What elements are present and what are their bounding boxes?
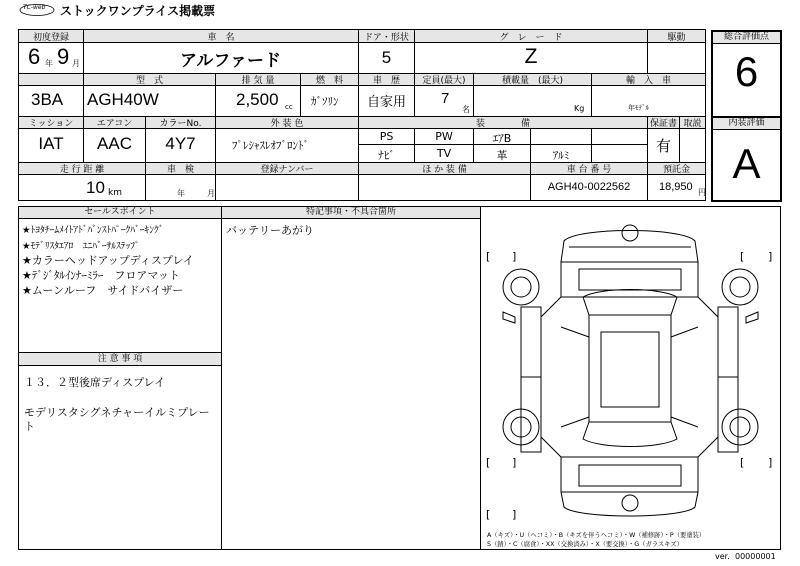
label-registration-number: 登録ナンバー	[260, 165, 314, 174]
equip-ps: PS	[379, 130, 394, 143]
sales-point-4: ★ﾃﾞｼﾞﾀﾙｲﾝﾅｰﾐﾗｰ フロアマット	[22, 269, 180, 282]
special-notes-text: バッテリーあがり	[226, 224, 314, 237]
sales-point-3: ★カラーヘッドアップディスプレイ	[22, 254, 194, 267]
load-unit: Kg	[574, 104, 585, 113]
note-line-3: モデリスタシグネチャーイルミプレー	[24, 406, 210, 419]
bracket-bottom-open: [	[486, 508, 491, 521]
logo-text: TC-web	[23, 4, 46, 11]
inspection-month-unit: 月	[207, 189, 215, 198]
grade-value: Z	[524, 45, 538, 68]
reg-day-value: 9	[57, 44, 70, 69]
notes-label: 注 意 事 項	[19, 353, 221, 365]
bracket-rear-left-open: [	[486, 456, 491, 469]
doors-value: 5	[381, 48, 392, 67]
displacement-value: 2,500	[236, 90, 279, 109]
aircon-value: AAC	[97, 134, 132, 153]
bracket-rear-right-close: ]	[768, 456, 773, 469]
model-prefix-value: 3BA	[31, 90, 64, 109]
bracket-front-right-close: ]	[768, 250, 773, 263]
displacement-unit: cc	[285, 103, 293, 111]
mileage-unit: km	[108, 188, 122, 198]
label-color-no: カラーNo.	[159, 119, 202, 128]
capacity-unit: 名	[462, 105, 470, 114]
logo	[18, 2, 56, 16]
reg-month-unit: 月	[72, 59, 80, 68]
note-line-1: １３．２型後席ディスプレイ	[24, 376, 166, 389]
sales-point-2: ★ﾓﾃﾞﾘｽﾀｴｱﾛ ﾕﾆﾊﾞｰｻﾙｽﾃｯﾌﾟ	[22, 241, 140, 252]
car-name-value: アルファード	[180, 51, 281, 71]
model-value: AGH40W	[87, 90, 159, 109]
deposit-unit: 円	[698, 188, 706, 197]
version-number: 00000001	[735, 552, 776, 561]
overall-rating-value: 6	[734, 48, 759, 95]
label-history: 車 歴	[372, 76, 400, 85]
deposit-value: 18,950	[659, 181, 693, 193]
label-chassis-number: 車 台 番 号	[566, 165, 612, 174]
mileage-value: 10	[86, 178, 105, 197]
bracket-front-left-open: [	[486, 250, 491, 263]
label-fuel: 燃 料	[315, 76, 343, 85]
reg-month-value: 6	[28, 44, 41, 69]
warranty-value: 有	[655, 137, 671, 155]
label-displacement: 排 気 量	[241, 76, 275, 85]
label-model: 型 式	[135, 76, 163, 85]
bracket-front-right-open: [	[740, 250, 745, 263]
equip-leather: 革	[496, 149, 508, 162]
history-value: 自家用	[366, 95, 406, 110]
label-mission: ミッション	[28, 119, 74, 128]
label-deposit: 預託金	[662, 165, 690, 174]
sales-point-1: ★ﾄﾖﾀﾁｰﾑﾒｲﾄｱﾄﾞﾊﾞﾝｽﾄﾊﾟｰｸﾊﾞｰｷﾝｸﾞ	[22, 225, 164, 236]
overall-rating-label: 総合評価点	[713, 32, 780, 43]
label-warranty: 保証書	[649, 119, 677, 128]
page-title: ストックワンプライス掲載票	[60, 4, 216, 18]
label-drive: 駆動	[667, 33, 686, 42]
color-no-value: 4Y7	[165, 134, 196, 153]
special-notes-label: 特記事項・不具合箇所	[222, 207, 480, 218]
label-inspection: 車 検	[166, 165, 194, 174]
color-name-value: ﾌﾟﾚｼｬｽﾚｵﾌﾞﾛﾝﾄﾞ	[232, 139, 309, 152]
label-grade: グ レ ー ド	[499, 33, 563, 42]
label-car-name: 車 名	[207, 33, 235, 42]
equip-navi: ﾅﾋﾞ	[378, 149, 395, 162]
interior-rating-value: A	[732, 140, 761, 187]
capacity-value: 7	[441, 90, 450, 107]
bracket-bottom-close: ]	[512, 508, 517, 521]
equip-alloy: ｱﾙﾐ	[552, 149, 570, 162]
fuel-value: ｶﾞｿﾘﾝ	[311, 95, 339, 108]
label-import: 輸 入 車	[625, 76, 671, 85]
mission-value: IAT	[38, 134, 64, 153]
label-aircon: エアコン	[96, 119, 133, 128]
car-damage-diagram	[481, 207, 780, 527]
version-label: ver.	[715, 552, 730, 561]
label-first-registration: 初度登録	[32, 33, 69, 42]
bracket-rear-right-open: [	[740, 456, 745, 469]
label-manual: 取説	[683, 119, 702, 128]
equip-tv: TV	[436, 147, 452, 160]
label-equipment: 装 備	[475, 119, 530, 128]
damage-legend-line-1: A（キズ）・U（ヘコミ）・B（キズを伴うヘコミ）・W（補修跡）・P（要塗装）	[487, 532, 706, 539]
inspection-year-unit: 年	[177, 189, 185, 198]
label-exterior-color: 外 装 色	[270, 119, 304, 128]
damage-legend-line-2: S（錆）・C（腐食）・XX（交換済み）・X（要交換）・G（ガラスキズ）	[487, 541, 683, 548]
equip-airbag: ｴｱB	[492, 132, 512, 145]
sales-points-label: セールスポイント	[19, 207, 221, 218]
bracket-rear-left-close: ]	[512, 456, 517, 469]
chassis-number-value: AGH40-0022562	[547, 181, 631, 193]
label-door-body: ドア・形状	[364, 33, 409, 42]
interior-rating-label: 内装評価	[713, 118, 780, 129]
label-other-equipment: ほ か 装 備	[422, 165, 467, 174]
label-load: 積載量 (最大)	[501, 76, 564, 85]
equip-pw: PW	[435, 130, 453, 143]
label-capacity: 定員(最大)	[422, 76, 466, 85]
reg-year-unit: 年	[45, 59, 53, 68]
label-mileage: 走 行 距 離	[59, 165, 105, 174]
bracket-front-left-close: ]	[512, 250, 517, 263]
import-note: 年ﾓﾃﾞﾙ	[628, 104, 649, 112]
sales-point-5: ★ムーンルーフ サイドバイザー	[22, 284, 184, 297]
note-line-4: ト	[24, 420, 35, 433]
